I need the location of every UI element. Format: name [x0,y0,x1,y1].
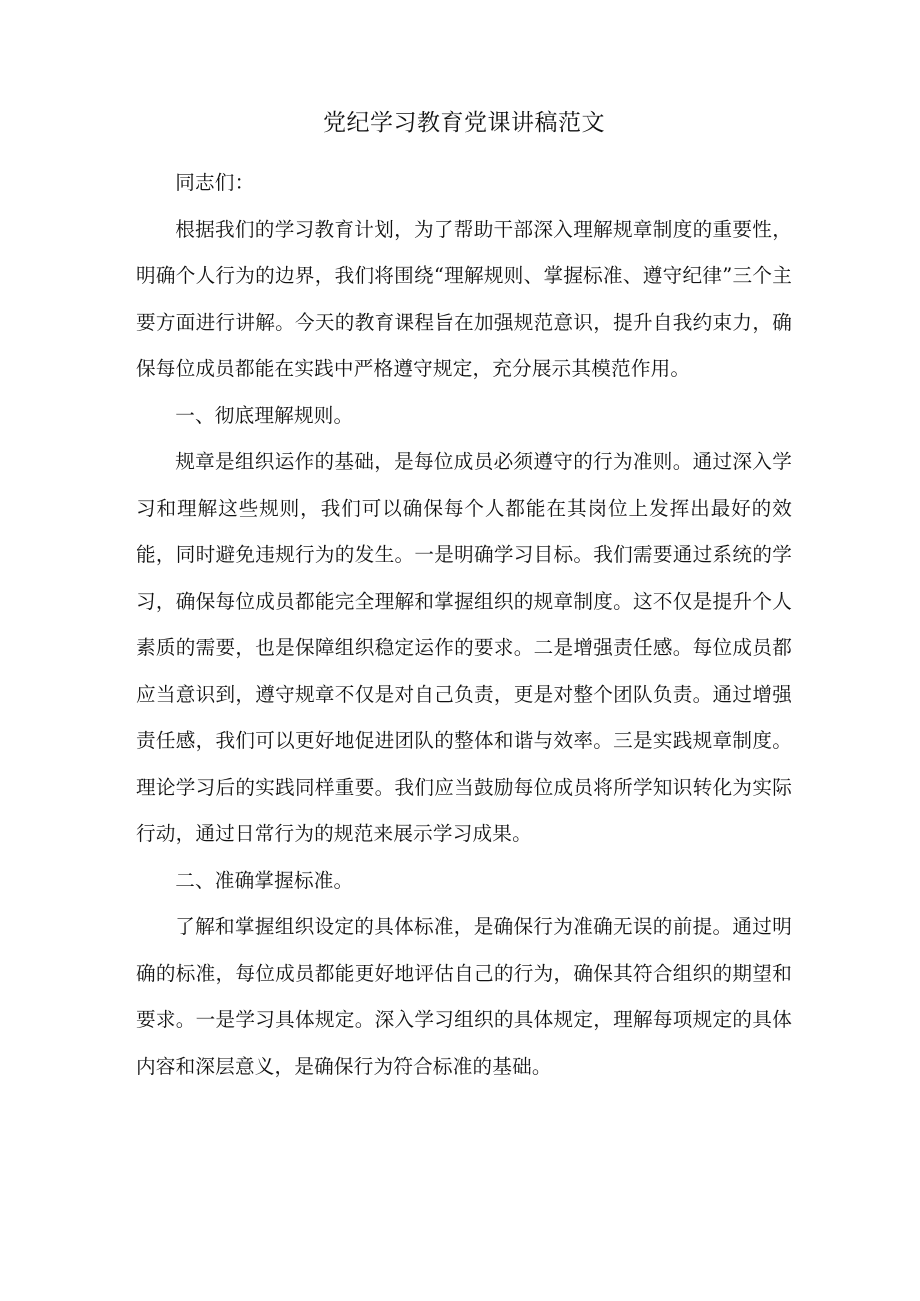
section-heading-1: 一、彻底理解规则。 [175,403,354,427]
section-2-paragraph: 了解和掌握组织设定的具体标准，是确保行为准确无误的前提。通过明确的标准，每位成员都能更好地评估自己的行为，确保其符合组织的期望和要求。一是学习具体规定。深入学习组织的具体规定，理解每项规定的具体内容和深层意义，是确保行为符合标准的基础。 [136,915,792,1078]
section-1-paragraph: 规章是组织运作的基础，是每位成员必须遵守的行为准则。通过深入学习和理解这些规则，我们可以确保每个人都能在其岗位上发挥出最好的效能，同时避免违规行为的发生。一是明确学习目标。我们需要通过系统的学习，确保每位成员都能完全理解和掌握组织的规章制度。这不仅是提升个人素质的需要，也是保障组织稳定运作的要求。二是增强责任感。每位成员都应当意识到，遵守规章不仅是对自己负责，更是对整个团队负责。通过增强责任感，我们可以更好地促进团队的整体和谐与效率。三是实践规章制度。理论学习后的实践同样重要。我们应当鼓励每位成员将所学知识转化为实际行动，通过日常行为的规范来展示学习成果。 [136,450,792,845]
section-heading-2: 二、准确掌握标准。 [175,868,354,892]
salutation: 同志们： [175,171,255,194]
document-title: 党纪学习教育党课讲稿范文 [323,110,605,136]
intro-paragraph: 根据我们的学习教育计划，为了帮助干部深入理解规章制度的重要性，明确个人行为的边界，我们将围绕“理解规则、掌握标准、遵守纪律”三个主要方面进行讲解。今天的教育课程旨在加强规范意识，提升自我约束力，确保每位成员都能在实践中严格遵守规定，充分展示其模范作用。 [136,217,792,380]
